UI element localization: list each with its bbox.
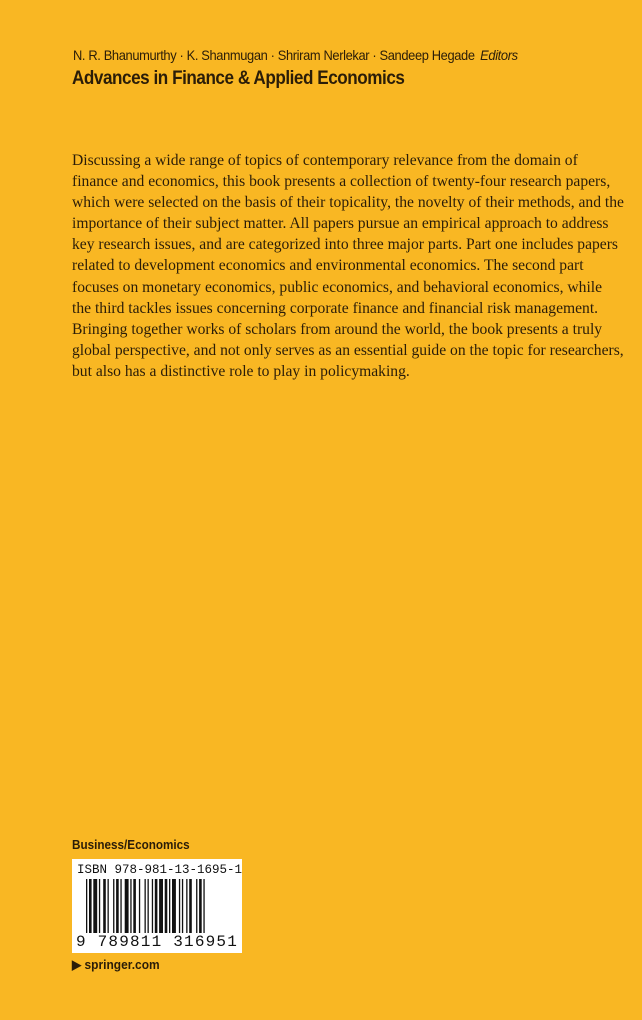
description-line: focuses on monetary economics, public economics, and behavioral economics, while [72, 278, 603, 296]
description-line: Bringing together works of scholars from around the world, the book presents a truly [72, 320, 603, 338]
barcode-bar [152, 879, 153, 937]
description-line: global perspective, and not only serves as an essential guide on the topic for researchers, [72, 341, 624, 359]
description-line: Discussing a wide range of topics of contemporary relevance from the domain of [72, 152, 578, 169]
description-line: the third tackles issues concerning corporate finance and financial risk management. [72, 299, 599, 317]
springer-link-text: springer.com [84, 957, 160, 972]
barcode-bar [113, 879, 114, 937]
barcode-bar [169, 879, 170, 937]
barcode-bar [125, 879, 129, 937]
barcode-bar [199, 879, 202, 937]
barcode-bar [182, 879, 183, 937]
barcode-bar [108, 879, 109, 937]
isbn-barcode [72, 859, 242, 953]
editor-names: N. R. Bhanumurthy · K. Shanmugan · Shriram Nerlekar · Sandeep Hegade [73, 47, 475, 63]
barcode-bar [89, 879, 92, 937]
barcode-bar [179, 879, 180, 937]
barcode-bar [93, 879, 97, 937]
barcode-bar [155, 879, 158, 937]
barcode-bar [139, 879, 140, 937]
barcode-bar [120, 879, 121, 937]
barcode-bar [189, 879, 192, 937]
barcode-bar [103, 879, 106, 937]
book-description [72, 150, 624, 382]
springer-link[interactable] [72, 957, 160, 973]
description-line: which were selected on the basis of their topicality, the novelty of their methods, and the [72, 194, 624, 212]
barcode-bar [196, 879, 197, 937]
barcode-bar [186, 879, 187, 937]
description-line: related to development economics and environmental economics. The second part [72, 257, 584, 275]
barcode-digits [75, 933, 239, 951]
barcode-bar [116, 879, 119, 937]
barcode-bar [172, 879, 176, 937]
editors-line [73, 47, 518, 63]
book-title: Advances in Finance & Applied Economics [72, 68, 405, 89]
barcode-bar [133, 879, 136, 937]
barcode-bar [130, 879, 131, 937]
isbn-text: ISBN 978-981-13-1695-1 [77, 863, 243, 877]
editors-role: Editors [480, 47, 518, 63]
description-line: but also has a distinctive role to play in policymaking. [72, 362, 410, 380]
description-line: finance and economics, this book presents a collection of twenty-four research papers, [72, 173, 611, 191]
barcode-bar [165, 879, 168, 937]
barcode-digits-text: 9 789811 316951 [76, 933, 239, 951]
barcode-bar [159, 879, 163, 937]
description-line: key research issues, and are categorized into three major parts. Part one includes papers [72, 236, 618, 254]
category-label: Business/Economics [72, 837, 190, 852]
barcode-bar [99, 879, 100, 937]
description-line: importance of their subject matter. All papers pursue an empirical approach to address [72, 215, 609, 233]
triangle-right-icon: ▶ [72, 957, 82, 972]
